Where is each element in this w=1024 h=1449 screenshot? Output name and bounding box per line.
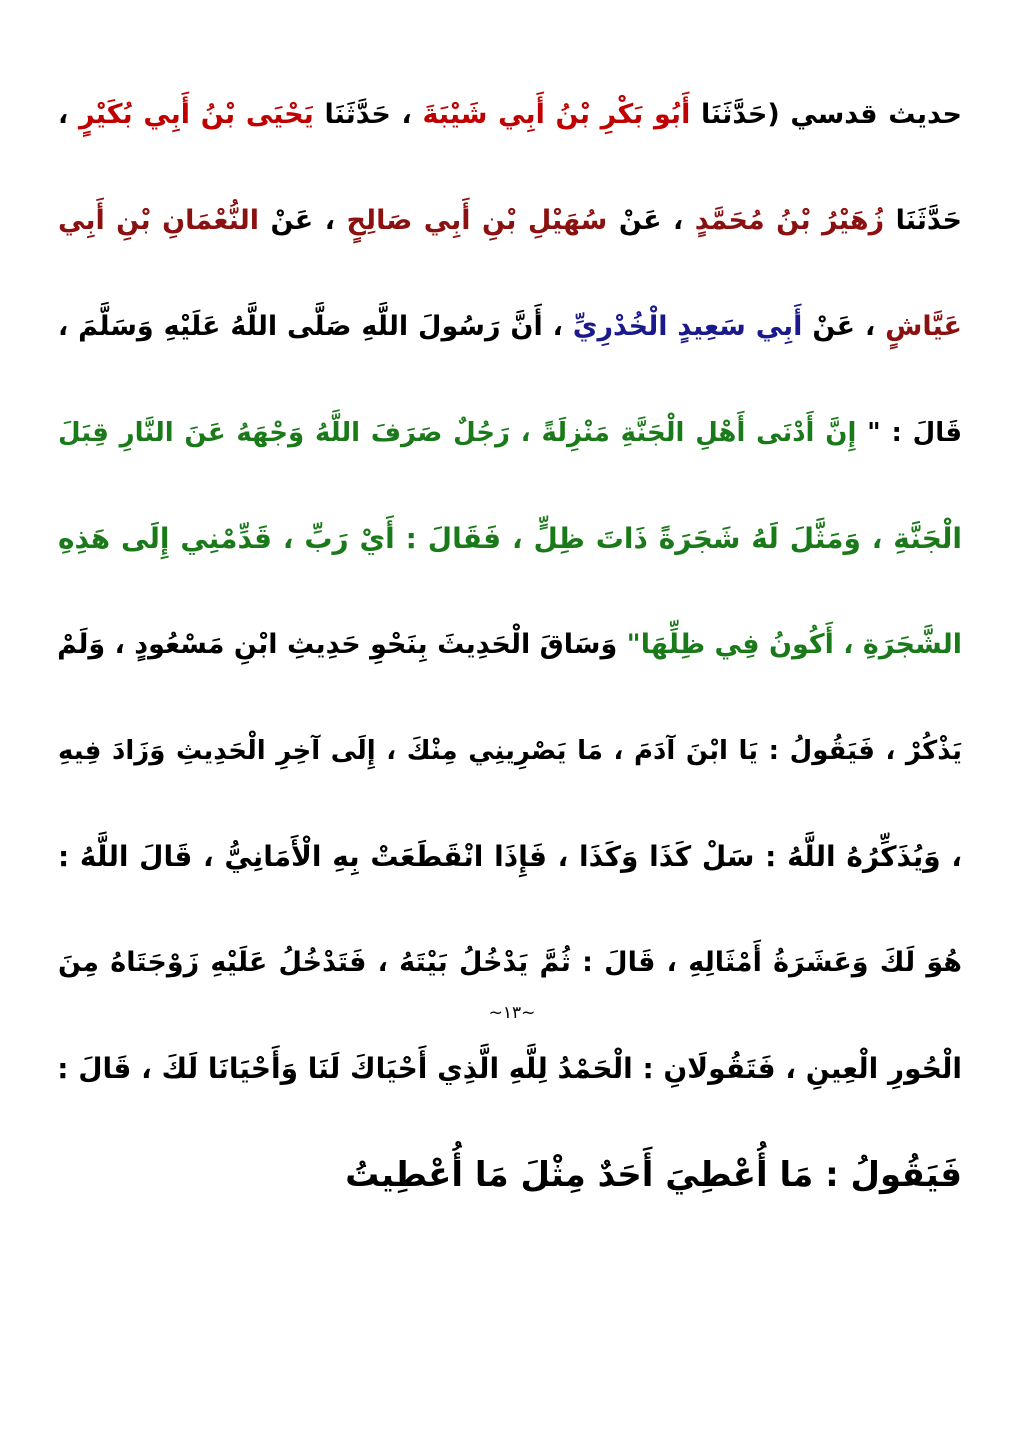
narrator-name: أَبُو بَكْرِ بْنُ أَبِي شَيْبَةَ — [422, 99, 691, 130]
hadith-matn: الْجَنَّةِ ، وَمَثَّلَ لَهُ شَجَرَةً ذَاتَ ظِلٍّ ، فَقَالَ : أَيْ رَبِّ ، قَدِّمْنِي إِلَى هَذِهِ — [58, 522, 962, 555]
text-segment: هُوَ لَكَ وَعَشَرَةُ أَمْثَالِهِ ، قَالَ : ثُمَّ يَدْخُلُ بَيْتَهُ ، فَتَدْخُلُ عَلَيْهِ زَوْجَتَاهُ مِنَ — [58, 947, 962, 978]
hadith-matn: إِنَّ أَدْنَى أَهْلِ الْجَنَّةِ مَنْزِلَةً ، رَجُلٌ صَرَفَ اللَّهُ وَجْهَهُ عَنَ النَّارِ قِبَلَ — [58, 418, 857, 448]
narrator-name: زُهَيْرُ بْنُ مُحَمَّدٍ — [694, 205, 885, 236]
text-line-8 — [58, 824, 962, 930]
hadith-text-block — [58, 82, 962, 1248]
text-line-11 — [58, 1142, 962, 1248]
narrator-name: عَيَّاشٍ — [885, 311, 962, 342]
text-line-1 — [58, 82, 962, 188]
text-line-6 — [58, 612, 962, 718]
text-line-3 — [58, 294, 962, 400]
text-line-7 — [58, 718, 962, 824]
text-segment: حديث قدسي (حَدَّثَنَا — [690, 99, 963, 130]
hadith-matn: الشَّجَرَةِ ، أَكُونُ فِي ظِلِّهَا" — [626, 629, 962, 660]
companion-name: أَبِي سَعِيدٍ الْخُدْرِيِّ — [572, 311, 803, 342]
text-segment: وَسَاقَ الْحَدِيثَ بِنَحْوِ حَدِيثِ ابْنِ مَسْعُودٍ ، وَلَمْ — [57, 629, 618, 660]
text-segment: فَيَقُولُ : مَا أُعْطِيَ أَحَدٌ مِثْلَ مَا أُعْطِيتُ — [345, 1155, 962, 1195]
text-segment: ، عَنْ — [607, 205, 684, 236]
text-segment: قَالَ : " — [856, 418, 962, 448]
text-segment: يَذْكُرْ ، فَيَقُولُ : يَا ابْنَ آدَمَ ، مَا يَصْرِينِي مِنْكَ ، إِلَى آخِرِ الْحَدِيثِ وَزَادَ فِيهِ — [58, 736, 962, 766]
page-number: ~١٣~ — [488, 1003, 536, 1023]
text-segment: ، وَيُذَكِّرُهُ اللَّهُ : سَلْ كَذَا وَكَذَا ، فَإِذَا انْقَطَعَتْ بِهِ الْأَمَانِيُّ ، قَالَ اللَّهُ : — [58, 840, 962, 873]
narrator-name: سُهَيْلِ بْنِ أَبِي صَالِحٍ — [346, 205, 608, 236]
text-line-10 — [58, 1036, 962, 1142]
text-segment: ، عَنْ — [802, 311, 876, 342]
text-segment: ، — [58, 99, 69, 130]
narrator-name: يَحْيَى بْنُ أَبِي بُكَيْرٍ — [78, 99, 314, 130]
text-segment: ، أَنَّ رَسُولَ اللَّهِ صَلَّى اللَّهُ عَلَيْهِ وَسَلَّمَ ، — [58, 311, 563, 342]
text-segment: ، عَنْ — [259, 205, 335, 236]
text-line-5 — [58, 506, 962, 612]
narrator-name: النُّعْمَانِ بْنِ أَبِي — [58, 205, 260, 236]
text-segment: ، حَدَّثَنَا — [313, 99, 412, 130]
text-line-2 — [58, 188, 962, 294]
text-line-4 — [58, 400, 962, 506]
text-segment: حَدَّثَنَا — [884, 205, 962, 236]
text-segment: الْحُورِ الْعِينِ ، فَتَقُولَانِ : الْحَمْدُ لِلَّهِ الَّذِي أَحْيَاكَ لَنَا وَأَحْيَانَا لَكَ ، قَالَ : — [57, 1052, 962, 1085]
